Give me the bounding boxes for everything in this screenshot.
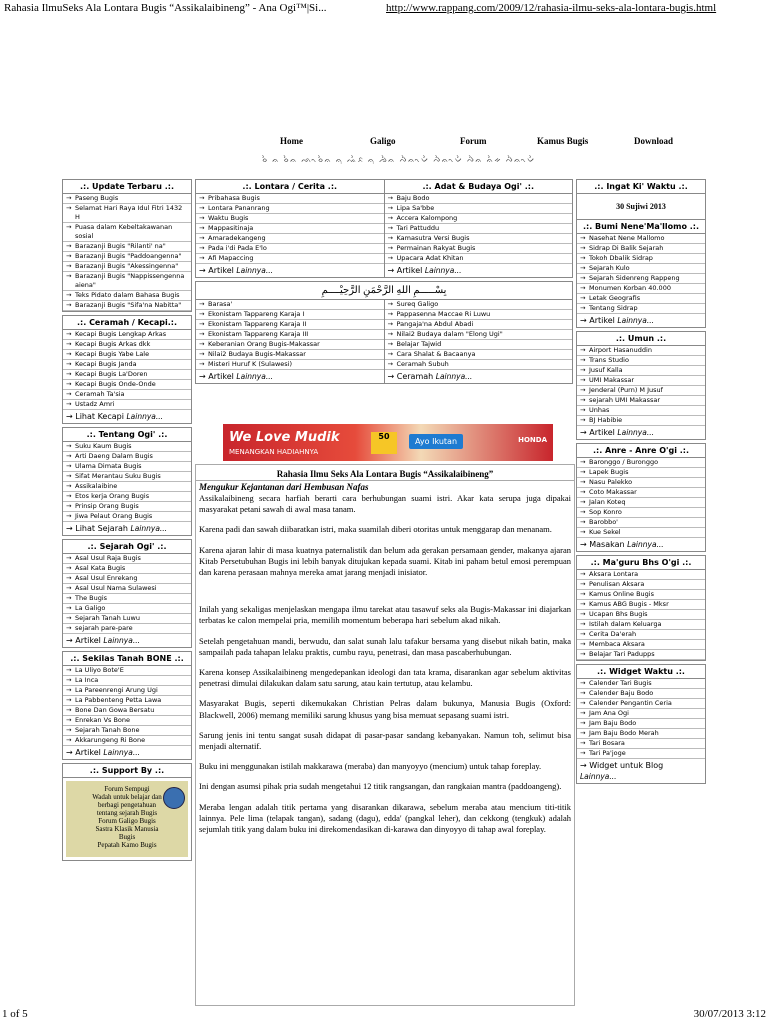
article-title: Rahasia Ilmu Seks Ala Lontara Bugis “Assikalaibineng”	[196, 465, 574, 481]
list-item-link[interactable]: → Asal Kata Bugis	[63, 564, 191, 574]
list-item-link[interactable]: → Kecapi Bugis Janda	[63, 360, 191, 370]
list-item-link[interactable]: → Lontara Pananrang	[196, 204, 384, 214]
list-item-link[interactable]: → Nasehat Nene Mallomo	[577, 234, 705, 244]
ingat-title: .:. Ingat Ki' Waktu .:.	[577, 180, 705, 194]
ceramah-more-link[interactable]: → Lihat Kecapi Lainnya...	[66, 412, 164, 421]
list-item-link[interactable]: → Pada i'di Pada E'lo	[196, 244, 384, 254]
list-item-link[interactable]: → Ceramah Ta'sia	[63, 390, 191, 400]
list-item-link[interactable]: → Cerita Da'erah	[577, 630, 705, 640]
list-item-link[interactable]: → Nasu Palekko	[577, 478, 705, 488]
print-page-number: 1 of 5	[2, 1008, 28, 1020]
list-item-link[interactable]: → Amaradekangeng	[196, 234, 384, 244]
print-header-url[interactable]: http://www.rappang.com/2009/12/rahasia-ilmu-seks-ala-lontara-bugis.html	[386, 2, 717, 14]
more-label: Artikel	[589, 428, 615, 437]
list-item-link[interactable]: → Barobbo'	[577, 518, 705, 528]
list-item-link[interactable]: → Jusuf Kalla	[577, 366, 705, 376]
list-item-link[interactable]: → Barazanji Bugis "Akessingenna"	[63, 262, 191, 272]
nav-galigo-link[interactable]: Galigo	[370, 136, 396, 146]
list-item-link[interactable]: → Sejarah Tanah Bone	[63, 726, 191, 736]
top-navigation	[200, 136, 760, 152]
sekilas-box	[62, 651, 192, 760]
article-paragraph: Karena ajaran lahir di masa kuatnya paternalistik dan belum ada gerakan persamaan gender, makanya ajaran Kitab Persetubuhan Bugis ini lebih banyak ditujukan kepada suami. Kitab ini paham betul emosi perempuan dan karena perasaan mahnya mereka amat jarang menjadi inisiator.	[199, 544, 571, 578]
list-item-link[interactable]: → Belajar Tajwid	[385, 340, 573, 350]
banner-cta-button[interactable]: Ayo Ikutan	[409, 434, 463, 449]
support-line: tentang sejarah Bugis	[96, 809, 158, 817]
update-link-list	[63, 194, 191, 311]
list-item-link[interactable]: → sejarah UMI Makassar	[577, 396, 705, 406]
more-italic: Lainnya...	[236, 372, 273, 381]
nav-forum-link[interactable]: Forum	[460, 136, 487, 146]
support-line: Wadah untuk belajar dan	[92, 793, 162, 801]
list-item-link[interactable]: → Enrekan Vs Bone	[63, 716, 191, 726]
more-italic: Lainnya...	[580, 772, 617, 781]
article-paragraph: Inilah yang sekaligas menjelaskan mengapa ilmu tarekat atau tasawuf seks ala Bugis-Makassar ini diajarkan terbatas ke calon mempelai pria, memilih momentum beberapa hari sebelum akad nikah.	[199, 604, 571, 626]
umum-link-list	[577, 346, 705, 426]
article-paragraph: Sarung jenis ini tentu sangat susah didapat di pasar-pasar sandang kebanyakan. Namun toh, selimut bisa menjadi alternatif.	[199, 729, 571, 752]
more-label: Artikel	[75, 636, 101, 645]
list-item-link[interactable]: → Sejarah Kulo	[577, 264, 705, 274]
islam-right-link-list	[385, 300, 573, 370]
support-line: berbagi pengetahuan	[97, 801, 157, 809]
sekilas-more-link[interactable]: → Artikel Lainnya...	[66, 748, 140, 757]
list-item-link[interactable]: → Sejarah Sidenreng Rappeng	[577, 274, 705, 284]
list-item-link[interactable]: → Permainan Rakyat Bugis	[385, 244, 573, 254]
list-item-link[interactable]: → Tokoh Dbalik Sidrap	[577, 254, 705, 264]
support-line: Forum Sempugi	[104, 785, 150, 793]
list-item-link[interactable]: → Kecapi Bugis Yabe Lale	[63, 350, 191, 360]
widget-link-list	[577, 679, 705, 759]
list-item-link[interactable]: → Ustadz Amri	[63, 400, 191, 410]
more-label: Artikel	[396, 266, 423, 275]
list-item-link[interactable]: → Sifat Merantau Suku Bugis	[63, 472, 191, 482]
list-item-link[interactable]: → Puasa dalam Kebeltakawanan sosial	[63, 223, 191, 242]
nav-home-link[interactable]: Home	[280, 136, 303, 146]
list-item-link[interactable]: → Ekonistam Tappareng Karaja I	[196, 310, 384, 320]
list-item-link[interactable]: → Monumen Korban 40.000	[577, 284, 705, 294]
more-label: Masakan	[589, 540, 625, 549]
list-item-link[interactable]: → Accera Kalompong	[385, 214, 573, 224]
list-item-link[interactable]: → Kecapi Bugis La'Doren	[63, 370, 191, 380]
more-label: Widget untuk Blog	[589, 761, 664, 770]
support-line: Forum Galigo Bugis	[98, 817, 156, 825]
anre-box	[576, 443, 706, 552]
list-item-link[interactable]: → La Pabbenteng Petta Lawa	[63, 696, 191, 706]
list-item-link[interactable]: → Selamat Hari Raya Idul Fitri 1432 H	[63, 204, 191, 223]
list-item-link[interactable]: → Sop Konro	[577, 508, 705, 518]
list-item-link[interactable]: → Membaca Aksara	[577, 640, 705, 650]
list-item-link[interactable]: → The Bugis	[63, 594, 191, 604]
list-item-link[interactable]: → Mappasitinaja	[196, 224, 384, 234]
list-item-link[interactable]: → Pribahasa Bugis	[196, 194, 384, 204]
adat-more-link[interactable]: → Artikel Lainnya...	[387, 266, 462, 275]
list-item-link[interactable]: → Jam Baju Bodo Merah	[577, 729, 705, 739]
widget-box	[576, 664, 706, 784]
lontara-cerita-title: .:. Lontara / Cerita .:.	[196, 180, 384, 194]
banner-badge: 50	[371, 432, 397, 454]
article-paragraph: Karena konsep Assikalaibineng mengedepankan ideologi dan tata krama, disarankan agar sebelum aktivitas penetrasi dimulai dilakukan dalam satu sarung, atau kain tertutup, atau kelambu.	[199, 667, 571, 689]
list-item-link[interactable]: → Jalan Koteq	[577, 498, 705, 508]
lontara-more-link[interactable]: → Artikel Lainnya...	[199, 266, 273, 275]
list-item-link[interactable]: → Sidrap Di Balik Sejarah	[577, 244, 705, 254]
banner-headline: We Love Mudik	[229, 430, 340, 445]
list-item-link[interactable]: → Airport Hasanuddin	[577, 346, 705, 356]
support-banner[interactable]	[66, 781, 188, 857]
support-line: Bugis	[118, 833, 136, 841]
lontara-script-tagline: ᨔᨛ ᨊ ᨔᨛᨊ ᨒᨚᨔᨛᨊ ᨊᨘ ᨕᨛᨅ ᨊᨘ ᨌᨛᨊ ᨄᨛᨊᨚᨆᨛ ᨄᨛᨊᨚᨆᨛ ᨄᨛᨊ ᨊᨛᨀ ᨄᨛᨊᨚᨆᨛ	[262, 155, 536, 164]
bumi-link-list	[577, 234, 705, 314]
list-item-link[interactable]: → Upacara Adat Khitan	[385, 254, 573, 264]
list-item-link[interactable]: → La Inca	[63, 676, 191, 686]
nav-kamus-link[interactable]: Kamus Bugis	[537, 136, 589, 146]
list-item-link[interactable]: → Prinsip Orang Bugis	[63, 502, 191, 512]
sempugi-logo-icon	[163, 787, 185, 809]
list-item-link[interactable]: → Teks Pidato dalam Bahasa Bugis	[63, 291, 191, 301]
list-item-link[interactable]: → Tari Pattuddu	[385, 224, 573, 234]
maguru-box	[576, 555, 706, 661]
more-italic: Lainnya...	[103, 748, 140, 757]
list-item-link[interactable]: → Kecapi Bugis Onde-Onde	[63, 380, 191, 390]
support-title: .:. Support By .:.	[63, 764, 191, 778]
tentang-link-list	[63, 442, 191, 522]
list-item-link[interactable]: → Cara Shalat & Bacaanya	[385, 350, 573, 360]
print-timestamp: 30/07/2013 3:12	[693, 1008, 766, 1020]
more-label: Ceramah	[396, 372, 434, 381]
more-label: Artikel	[208, 266, 234, 275]
article-paragraph: Buku ini menggunakan istilah makkarawa (meraba) dan manyoyyo (mencium) untuk tahap foreplay.	[199, 761, 542, 772]
islam-right-more-link[interactable]: → Ceramah Lainnya...	[387, 372, 473, 381]
list-item-link[interactable]: → Tari Pa'joge	[577, 749, 705, 759]
list-item-link[interactable]: → Barazanji Bugis "Rilanti' na"	[63, 242, 191, 252]
list-item-link[interactable]: → Asal Usul Enrekang	[63, 574, 191, 584]
banner-subline: MENANGKAN HADIAHNYA	[229, 448, 319, 456]
left-sidebar	[62, 179, 192, 861]
list-item-link[interactable]: → Letak Geografis	[577, 294, 705, 304]
article-paragraph: Karena padi dan sawah diibaratkan istri, maka suamilah diberi otoritas untuk menggarap dan menanam.	[199, 524, 552, 535]
more-italic: Lainnya...	[103, 636, 140, 645]
ceramah-box	[62, 315, 192, 424]
more-label: Artikel	[208, 372, 234, 381]
print-header-title: Rahasia IlmuSeks Ala Lontara Bugis “Assikalaibineng” - Ana Ogi™|Si...	[4, 2, 327, 14]
update-box	[62, 179, 192, 312]
maguru-link-list	[577, 570, 705, 660]
list-item-link[interactable]: → Nilai2 Budaya dalam "Elong Ugi"	[385, 330, 573, 340]
tentang-more-link[interactable]: → Lihat Sejarah Lainnya...	[66, 524, 168, 533]
list-item-link[interactable]: → Jenderal (Purn) M Jusuf	[577, 386, 705, 396]
more-label: Artikel	[75, 748, 101, 757]
adat-link-list	[385, 194, 573, 264]
list-item-link[interactable]: → Baju Bodo	[385, 194, 573, 204]
list-item-link[interactable]: → Barazanji Bugis "Paddoangenna"	[63, 252, 191, 262]
more-label: Artikel	[589, 316, 615, 325]
sejarah-box	[62, 539, 192, 648]
sekilas-title: .:. Sekilas Tanah BONE .:.	[63, 652, 191, 666]
maguru-title: .:. Ma'guru Bhs O'gi .:.	[577, 556, 705, 570]
islam-left	[196, 300, 384, 383]
list-item-link[interactable]: → Nilai2 Budaya Bugis-Makassar	[196, 350, 384, 360]
sejarah-link-list	[63, 554, 191, 634]
anre-link-list	[577, 458, 705, 538]
lontara-cerita-section	[196, 180, 384, 277]
umum-title: .:. Umun .:.	[577, 332, 705, 346]
ceramah-title: .:. Ceramah / Kecapi.:.	[63, 316, 191, 330]
list-item-link[interactable]: → UMI Makassar	[577, 376, 705, 386]
more-label: Lihat Sejarah	[75, 524, 128, 533]
list-item-link[interactable]: → Misteri Huruf K (Sulawesi)	[196, 360, 384, 370]
list-item-link[interactable]: → Kue Sekel	[577, 528, 705, 538]
article-paragraph: Setelah pengetahuan mandi, berwudu, dan salat sunah lalu tafakur bersama yang disebut nikah batin, maka sampailah pada tahapan lelaku praktis, cumbu rayu, penetrasi, dan masa pascaberhubungan.	[199, 635, 571, 657]
list-item-link[interactable]: → Assikalaibine	[63, 482, 191, 492]
list-item-link[interactable]: → Jam Baju Bodo	[577, 719, 705, 729]
more-italic: Lainnya...	[126, 412, 164, 421]
list-item-link[interactable]: → Kecapi Bugis Arkas dkk	[63, 340, 191, 350]
more-italic: Lainnya...	[627, 540, 664, 549]
list-item-link[interactable]: → Barazanji Bugis "Nappissengenna aiena"	[63, 272, 191, 291]
list-item-link[interactable]: → Kecapi Bugis Lengkap Arkas	[63, 330, 191, 340]
list-item-link[interactable]: → Akkarungeng Ri Bone	[63, 736, 191, 746]
more-italic: Lainnya...	[435, 372, 473, 381]
support-line: Pepatah Kamo Bugis	[97, 841, 157, 849]
islam-left-link-list	[196, 300, 384, 370]
sejarah-more-link[interactable]: → Artikel Lainnya...	[66, 636, 140, 645]
list-item-link[interactable]: → Waktu Bugis	[196, 214, 384, 224]
list-item-link[interactable]: → Calender Pengantin Ceria	[577, 699, 705, 709]
tentang-title: .:. Tentang Ogi' .:.	[63, 428, 191, 442]
list-item-link[interactable]: → Barazanji Bugis "Sifa'na Nabitta"	[63, 301, 191, 311]
more-italic: Lainnya...	[424, 266, 462, 275]
list-item-link[interactable]: → Arti Daeng Dalam Bugis	[63, 452, 191, 462]
nav-download-link[interactable]: Download	[634, 136, 674, 146]
list-item-link[interactable]: → Ekonistam Tappareng Karaja II	[196, 320, 384, 330]
list-item-link[interactable]: → Ucapan Bhs Bugis	[577, 610, 705, 620]
list-item-link[interactable]: → Bone Dan Gowa Bersatu	[63, 706, 191, 716]
list-item-link[interactable]: → Paseng Bugis	[63, 194, 191, 204]
list-item-link[interactable]: → Lapek Bugis	[577, 468, 705, 478]
list-item-link[interactable]: → Pangaja'na Abdul Abadi	[385, 320, 573, 330]
list-item-link[interactable]: → Sureq Galigo	[385, 300, 573, 310]
adat-section	[384, 180, 573, 277]
sekilas-link-list	[63, 666, 191, 746]
list-item-link[interactable]: → Kamasutra Versi Bugis	[385, 234, 573, 244]
list-item-link[interactable]: → Baronggo / Buronggo	[577, 458, 705, 468]
umum-box	[576, 331, 706, 440]
widget-more-link[interactable]: → Widget untuk Blog Lainnya...	[580, 761, 664, 781]
mudik-ad-banner[interactable]	[223, 424, 553, 461]
center-column	[195, 179, 573, 387]
list-item-link[interactable]: → Kamus ABG Bugis - Mksr	[577, 600, 705, 610]
list-item-link[interactable]: → Calender Tari Bugis	[577, 679, 705, 689]
adat-title: .:. Adat & Budaya Ogi' .:.	[385, 180, 573, 194]
list-item-link[interactable]: → Suku Kaum Bugis	[63, 442, 191, 452]
support-box	[62, 763, 192, 861]
list-item-link[interactable]: → Ekonistam Tappareng Karaja III	[196, 330, 384, 340]
list-item-link[interactable]: → Etos kerja Orang Bugis	[63, 492, 191, 502]
list-item-link[interactable]: → Ulama Dimata Bugis	[63, 462, 191, 472]
article-paragraph: Meraba lengan adalah titik pertama yang disarankan dikarawa, sebelum meraba atau mencium titi-titik lainnya. Pele lima (telapak tangan), sadang (dagu), edda' (pangkal leher), dan cekkong (tengkuk) adalah sejumlah titik yang dalam buku ini direkomendasikan di-karawa dan dinyoyyo di tahap awal foreplay.	[199, 801, 571, 835]
islam-box	[195, 281, 573, 384]
list-item-link[interactable]: → Barasa'	[196, 300, 384, 310]
ingat-box	[576, 179, 706, 328]
bismillah-header: بِسْـــــمِ اللهِ الرَّحْمَنِ الرَّحِيْــــمِ	[196, 282, 572, 300]
right-sidebar	[576, 179, 706, 787]
more-italic: Lainnya...	[236, 266, 273, 275]
list-item-link[interactable]: → Asal Usul Nama Sulawesi	[63, 584, 191, 594]
list-item-link[interactable]: → Penulisan Aksara	[577, 580, 705, 590]
list-item-link[interactable]: → Aksara Lontara	[577, 570, 705, 580]
islam-grid	[196, 300, 572, 383]
list-item-link[interactable]: → La Pareenrengi Arung Ugi	[63, 686, 191, 696]
article-paragraph: Masyarakat Bugis, seperti dikemukakan Christian Pelras dalam bukunya, Manusia Bugis (Oxford: Blackwell, 2006) memang memiliki sarung khusus yang bisa memuat sepasang suami istri.	[199, 698, 571, 720]
more-italic: Lainnya...	[617, 316, 654, 325]
list-item-link[interactable]: → Jiwa Pelaut Orang Bugis	[63, 512, 191, 522]
list-item-link[interactable]: → Ceramah Subuh	[385, 360, 573, 370]
list-item-link[interactable]: → Coto Makassar	[577, 488, 705, 498]
bumi-more-link[interactable]: → Artikel Lainnya...	[580, 316, 654, 325]
article-body	[195, 464, 575, 1006]
tentang-box	[62, 427, 192, 536]
list-item-link[interactable]: → Calender Baju Bodo	[577, 689, 705, 699]
bumi-title: .:. Bumi Nene'Ma'llomo .:.	[577, 220, 705, 234]
list-item-link[interactable]: → Trans Studio	[577, 356, 705, 366]
list-item-link[interactable]: → Sejarah Tanah Luwu	[63, 614, 191, 624]
update-title: .:. Update Terbaru .:.	[63, 180, 191, 194]
list-item-link[interactable]: → La Uliyo Bote'E	[63, 666, 191, 676]
calendar-date: 30 Sujiwi 2013	[577, 194, 705, 220]
anre-title: .:. Anre - Anre O'gi .:.	[577, 444, 705, 458]
list-item-link[interactable]: → Asal Usul Raja Bugis	[63, 554, 191, 564]
more-italic: Lainnya...	[130, 524, 168, 533]
list-item-link[interactable]: → Unhas	[577, 406, 705, 416]
list-item-link[interactable]: → Lipa Sa'bbe	[385, 204, 573, 214]
list-item-link[interactable]: → Belajar Tari Padupps	[577, 650, 705, 660]
list-item-link[interactable]: → Tari Bosara	[577, 739, 705, 749]
honda-logo-icon: HONDA	[518, 436, 547, 444]
ceramah-link-list	[63, 330, 191, 410]
list-item-link[interactable]: → Keberanian Orang Bugis-Makassar	[196, 340, 384, 350]
anre-more-link[interactable]: → Masakan Lainnya...	[580, 540, 664, 549]
list-item-link[interactable]: → Tentang Sidrap	[577, 304, 705, 314]
list-item-link[interactable]: → La Galigo	[63, 604, 191, 614]
list-item-link[interactable]: → Jam Ana Ogi	[577, 709, 705, 719]
list-item-link[interactable]: → BJ Habibie	[577, 416, 705, 426]
islam-right	[384, 300, 573, 383]
article-paragraph: Ini dengan asumsi pihak pria sudah mengetahui 12 titik rangsangan, dan rangkaian mantra (paddoangeng).	[199, 781, 562, 792]
support-line: Sastra Klasik Manusia	[95, 825, 159, 833]
islam-left-more-link[interactable]: → Artikel Lainnya...	[199, 372, 273, 381]
lontara-adat-box	[195, 179, 573, 278]
list-item-link[interactable]: → Afi Mapaccing	[196, 254, 384, 264]
article-subtitle: Mengukur Kejantanan dari Hembusan Nafas	[199, 482, 369, 492]
list-item-link[interactable]: → Istilah dalam Keluarga	[577, 620, 705, 630]
sejarah-title: .:. Sejarah Ogi' .:.	[63, 540, 191, 554]
list-item-link[interactable]: → Pappasenna Maccae Ri Luwu	[385, 310, 573, 320]
list-item-link[interactable]: → Kamus Online Bugis	[577, 590, 705, 600]
more-italic: Lainnya...	[617, 428, 654, 437]
list-item-link[interactable]: → sejarah pare-pare	[63, 624, 191, 634]
umum-more-link[interactable]: → Artikel Lainnya...	[580, 428, 654, 437]
more-label: Lihat Kecapi	[75, 412, 124, 421]
article-paragraph: Assikalaibineng secara harfiah berarti cara berhubungan suami istri. Akar kata serupa juga dipakai masyarakat petani sawah di awal masa tanam.	[199, 493, 571, 515]
lontara-link-list	[196, 194, 384, 264]
widget-title: .:. Widget Waktu .:.	[577, 665, 705, 679]
